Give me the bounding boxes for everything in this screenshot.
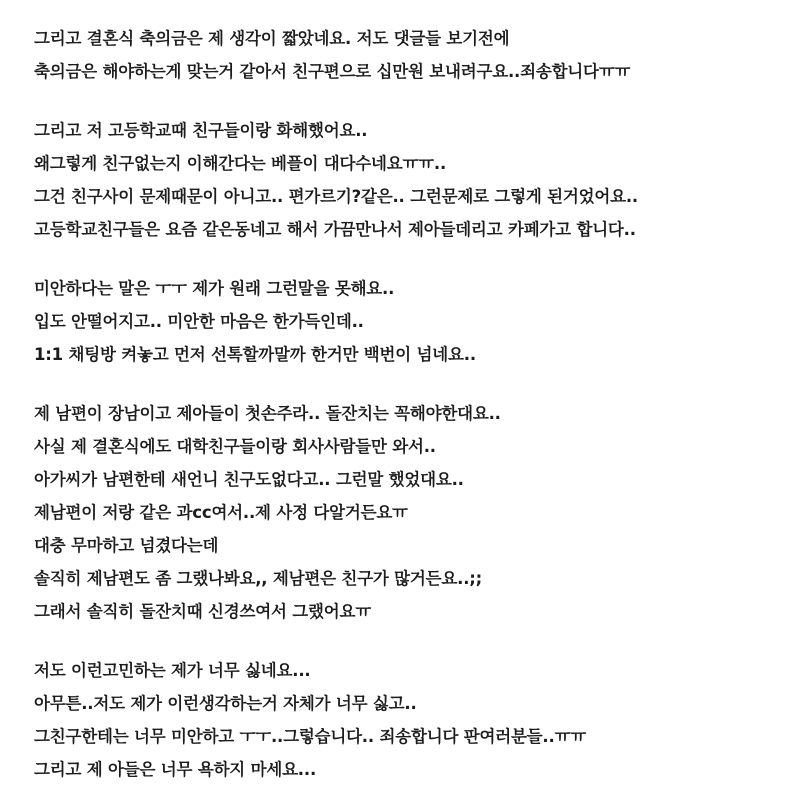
paragraph-block [34,654,766,786]
text-line: 고등학교친구들은 요즘 같은동네고 해서 가끔만나서 제아들데리고 카페가고 합니다.. [34,220,636,239]
text-line: 그리고 제 아들은 너무 욕하지 마세요... [34,760,317,779]
text-line: 제 남편이 장남이고 제아들이 첫손주라.. 돌잔치는 꼭해야한대요.. [34,404,501,423]
paragraph-block [34,114,766,246]
text-line: 그래서 솔직히 돌잔치때 신경쓰여서 그랬어요ㅠ [34,602,371,621]
text-line: 사실 제 결혼식에도 대학친구들이랑 회사사람들만 와서.. [34,437,436,456]
text-line: 제남편이 저랑 같은 과cc여서..제 사정 다알거든요ㅠ [34,503,408,522]
text-line: 그건 친구사이 문제때문이 아니고.. 편가르기?같은.. 그런문제로 그렇게 된거었어요.. [34,187,638,206]
paragraph-block [34,397,766,628]
text-line: 입도 안떨어지고.. 미안한 마음은 한가득인데.. [34,312,364,331]
text-line: 대충 무마하고 넘겼다는데 [34,536,219,555]
text-line: 그친구한테는 너무 미안하고 ㅜㅜ..그렇습니다.. 죄송합니다 판여러분들..ㅠㅠ [34,727,587,746]
text-line: 1:1 채팅방 켜놓고 먼저 선톡할까말까 한거만 백번이 넘네요.. [34,345,476,364]
text-line: 왜그렇게 친구없는지 이해간다는 베플이 대다수네요ㅠㅠ.. [34,154,447,173]
text-line: 축의금은 해야하는게 맞는거 같아서 친구편으로 십만원 보내려구요..죄송합니다ㅠㅠ [34,62,631,81]
paragraph-block [34,22,766,88]
text-line: 아무튼..저도 제가 이런생각하는거 자체가 너무 싫고.. [34,694,417,713]
text-line: 저도 이런고민하는 제가 너무 싫네요... [34,661,311,680]
text-line: 그리고 결혼식 축의금은 제 생각이 짧았네요. 저도 댓글들 보기전에 [34,29,510,48]
text-line: 솔직히 제남편도 좀 그랬나봐요,, 제남편은 친구가 많거든요..;; [34,569,483,588]
text-line: 그리고 저 고등학교때 친구들이랑 화해했어요.. [34,121,368,140]
paragraph-block [34,272,766,371]
text-line: 아가씨가 남편한테 새언니 친구도없다고.. 그런말 했었대요.. [34,470,464,489]
text-line: 미안하다는 말은 ㅜㅜ 제가 원래 그런말을 못해요.. [34,279,395,298]
